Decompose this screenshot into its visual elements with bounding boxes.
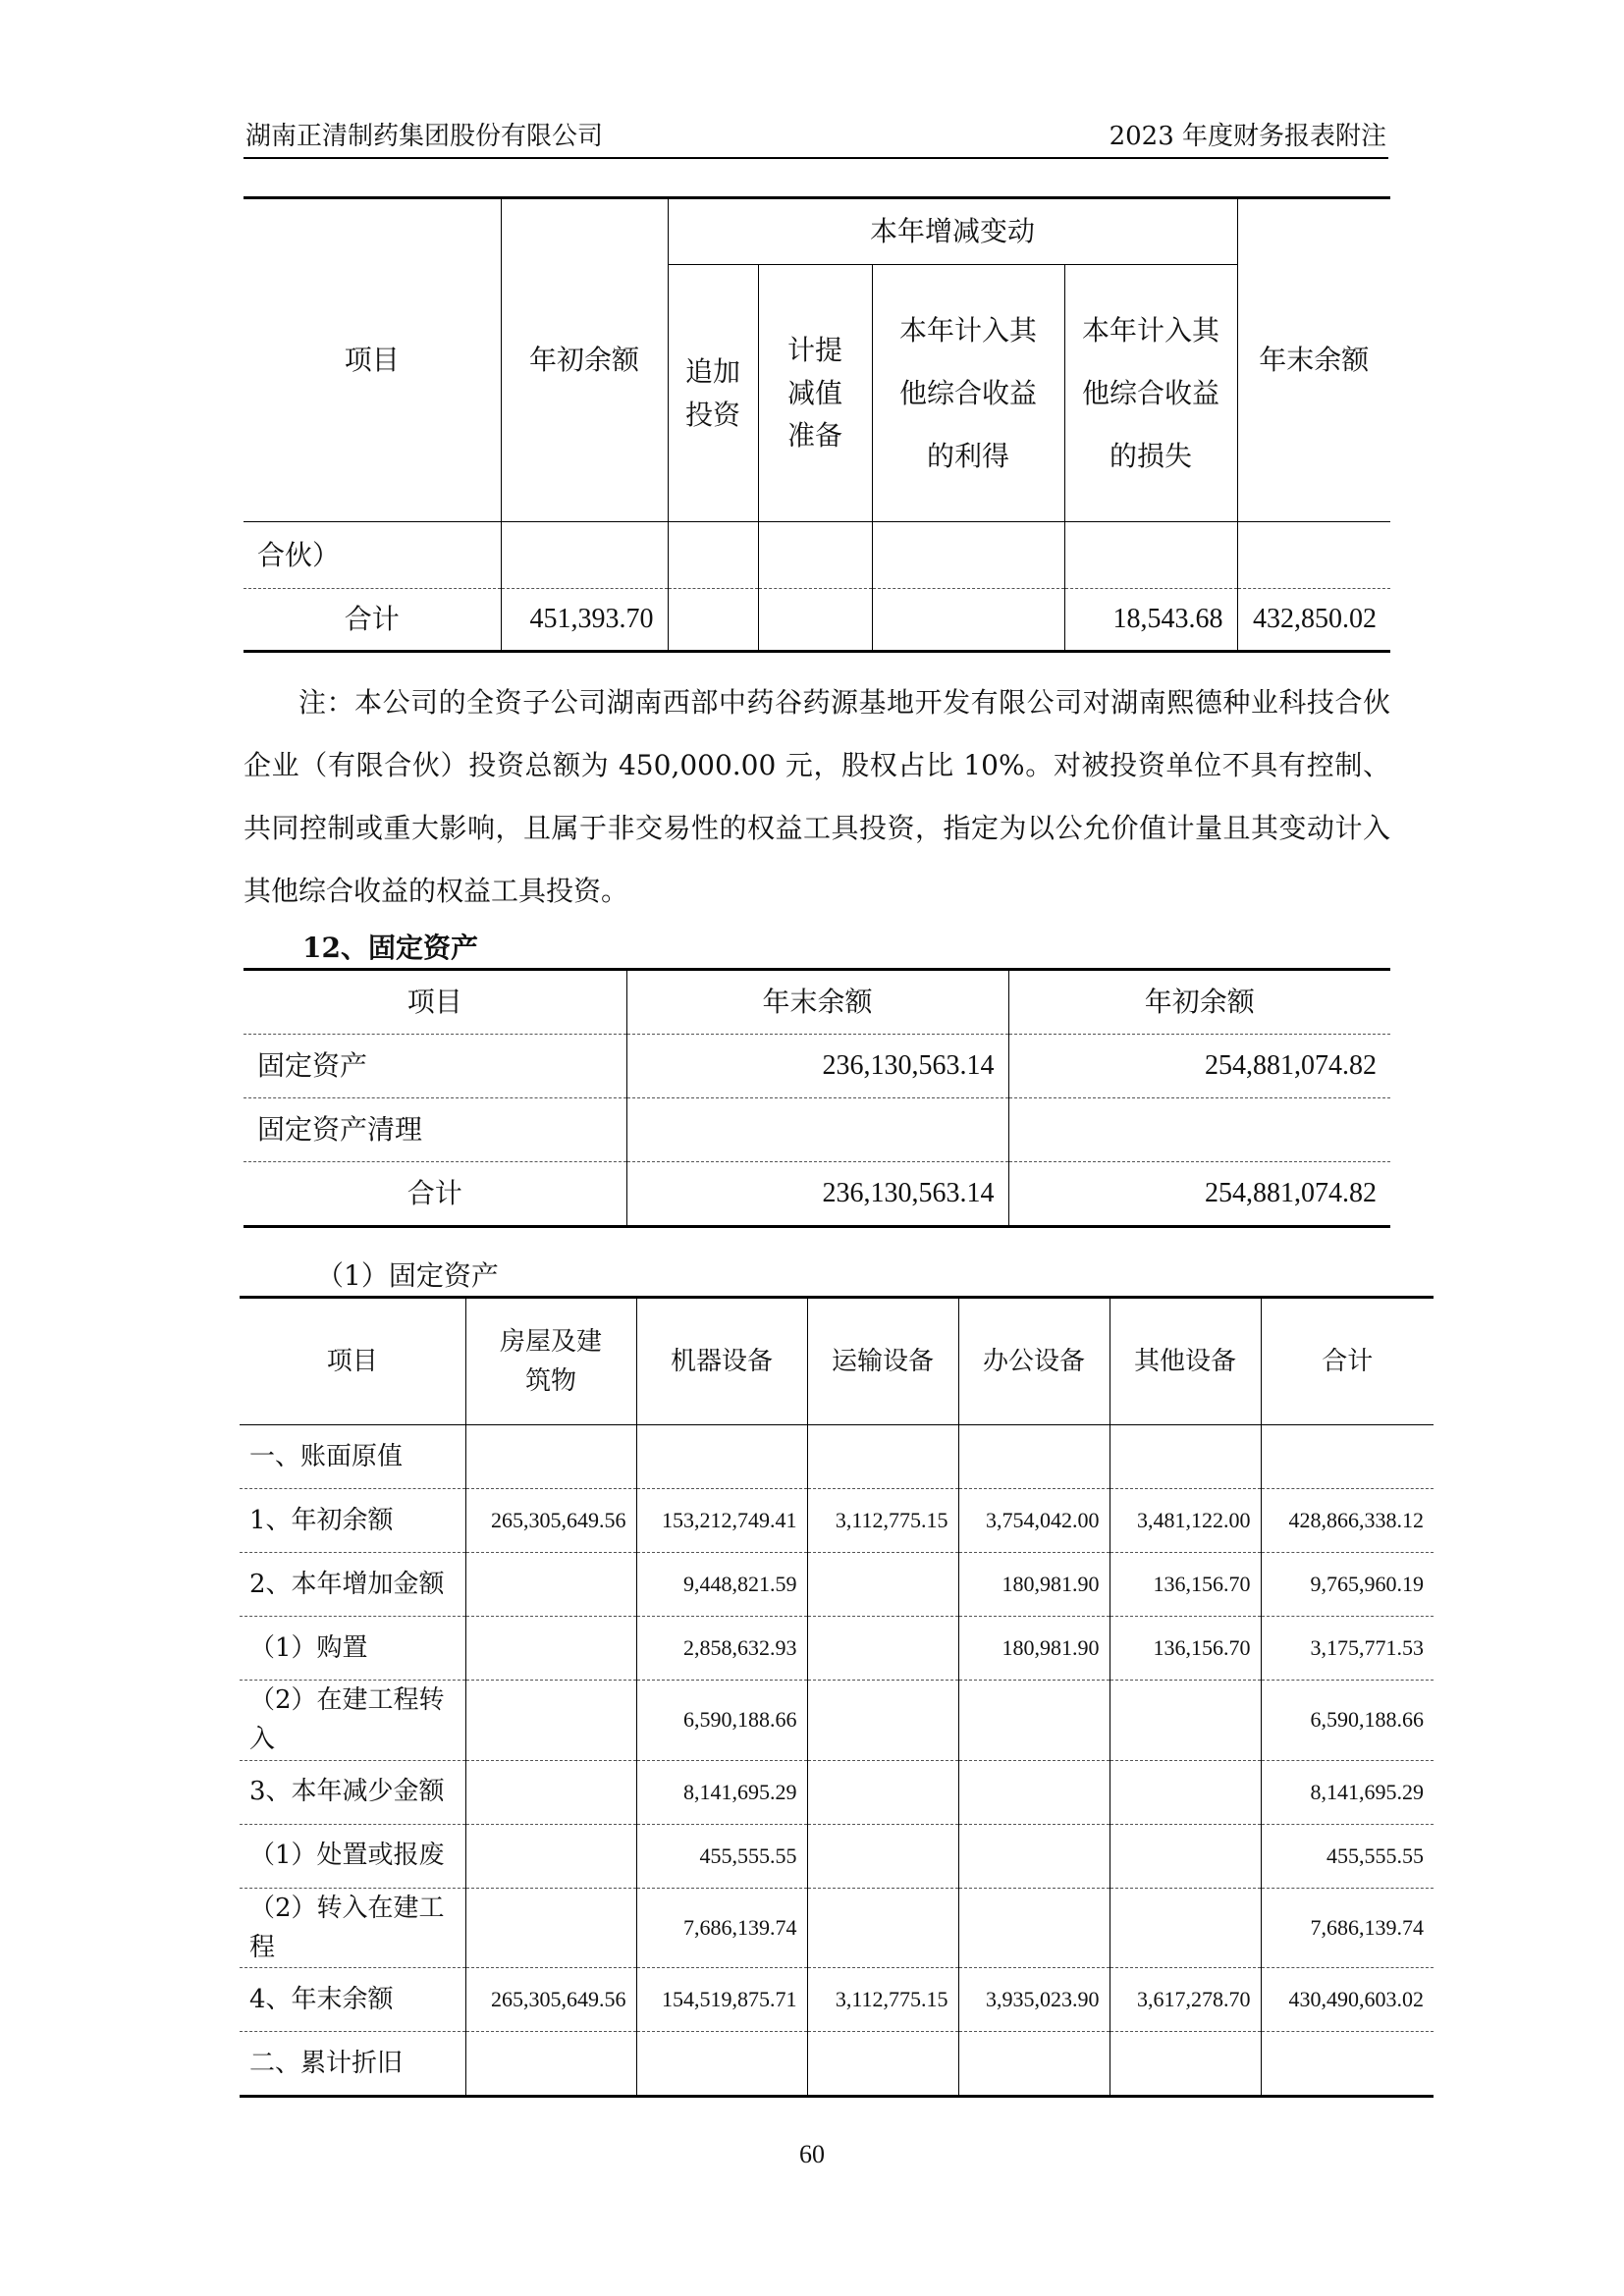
table-row <box>244 1162 1390 1227</box>
t1-header-provision: 计提减值准备 <box>758 265 872 522</box>
t3-cell <box>465 1888 636 1968</box>
fixed-assets-detail-table <box>240 1296 1434 2098</box>
t3-cell <box>1110 1425 1261 1489</box>
t2-row-item: 固定资产 <box>244 1035 626 1098</box>
t3-header-cell: 房屋及建筑物 <box>465 1298 636 1425</box>
t1-cell: 451,393.70 <box>501 589 668 652</box>
table-row <box>240 2032 1434 2097</box>
t3-cell <box>807 1888 958 1968</box>
t3-cell <box>1261 1425 1434 1489</box>
t1-header-change: 本年增减变动 <box>668 198 1237 265</box>
investment-table <box>244 196 1390 653</box>
t3-cell: 3,175,771.53 <box>1261 1617 1434 1681</box>
section-title: 12、固定资产 <box>302 932 478 964</box>
t3-header-cell: 办公设备 <box>958 1298 1110 1425</box>
t3-cell: 3,112,775.15 <box>807 1968 958 2032</box>
t2-cell <box>626 1098 1008 1162</box>
t2-cell: 236,130,563.14 <box>626 1035 1008 1098</box>
t3-row-item: （2）转入在建工程 <box>240 1888 465 1968</box>
t3-cell: 3,481,122.00 <box>1110 1489 1261 1553</box>
table-row <box>240 1425 1434 1489</box>
t3-cell: 8,141,695.29 <box>636 1760 807 1824</box>
subsection-title: （1）固定资产 <box>316 1259 499 1292</box>
t3-cell <box>1110 1824 1261 1888</box>
t1-header-begin: 年初余额 <box>501 198 668 522</box>
t3-cell: 3,617,278.70 <box>1110 1968 1261 2032</box>
t2-cell <box>1008 1098 1390 1162</box>
t3-row-item: （2）在建工程转入 <box>240 1681 465 1761</box>
t1-cell <box>872 522 1064 589</box>
t3-row-item: 3、本年减少金额 <box>240 1760 465 1824</box>
t3-cell <box>958 1824 1110 1888</box>
t3-cell: 9,765,960.19 <box>1261 1553 1434 1617</box>
t2-row-item: 合计 <box>244 1162 626 1227</box>
t2-row-item: 固定资产清理 <box>244 1098 626 1162</box>
table-row <box>244 522 1390 589</box>
table-row <box>240 1968 1434 2032</box>
t3-cell <box>958 1681 1110 1761</box>
t3-cell <box>465 1760 636 1824</box>
t3-cell: 265,305,649.56 <box>465 1968 636 2032</box>
t3-cell <box>636 2032 807 2097</box>
t1-cell <box>501 522 668 589</box>
t1-cell <box>758 589 872 652</box>
t3-cell: 455,555.55 <box>636 1824 807 1888</box>
table-row <box>244 1098 1390 1162</box>
t3-cell <box>807 2032 958 2097</box>
t3-cell: 9,448,821.59 <box>636 1553 807 1617</box>
t1-row-item: 合伙） <box>244 522 501 589</box>
t3-cell: 136,156.70 <box>1110 1553 1261 1617</box>
t2-header-end: 年末余额 <box>626 970 1008 1035</box>
page-number: 60 <box>799 2140 825 2168</box>
report-title: 2023 年度财务报表附注 <box>1109 122 1386 151</box>
t3-row-item: 2、本年增加金额 <box>240 1553 465 1617</box>
t3-header-cell: 合计 <box>1261 1298 1434 1425</box>
t3-cell <box>465 1425 636 1489</box>
t3-row-item: （1）处置或报废 <box>240 1824 465 1888</box>
table-row <box>244 1035 1390 1098</box>
t3-cell <box>1110 1888 1261 1968</box>
t1-cell <box>872 589 1064 652</box>
table-header-row <box>240 1298 1434 1425</box>
t3-cell <box>465 1553 636 1617</box>
t3-cell: 3,754,042.00 <box>958 1489 1110 1553</box>
t2-header-item: 项目 <box>244 970 626 1035</box>
t3-cell: 265,305,649.56 <box>465 1489 636 1553</box>
t3-cell: 3,935,023.90 <box>958 1968 1110 2032</box>
header-rule <box>244 157 1388 159</box>
t1-cell <box>1237 522 1390 589</box>
t1-cell <box>1064 522 1237 589</box>
t3-row-item: 1、年初余额 <box>240 1489 465 1553</box>
t3-header-cell: 其他设备 <box>1110 1298 1261 1425</box>
t3-cell <box>958 1760 1110 1824</box>
t1-row-item: 合计 <box>244 589 501 652</box>
t3-cell <box>636 1425 807 1489</box>
company-name: 湖南正清制药集团股份有限公司 <box>245 122 604 151</box>
t3-cell: 154,519,875.71 <box>636 1968 807 2032</box>
t3-cell: 6,590,188.66 <box>1261 1681 1434 1761</box>
t1-header-loss: 本年计入其他综合收益的损失 <box>1064 265 1237 522</box>
t3-cell: 2,858,632.93 <box>636 1617 807 1681</box>
t1-cell <box>668 589 758 652</box>
t3-cell <box>807 1617 958 1681</box>
t3-cell <box>1261 2032 1434 2097</box>
t3-row-item: 一、账面原值 <box>240 1425 465 1489</box>
t1-header-gain: 本年计入其他综合收益的利得 <box>872 265 1064 522</box>
t3-row-item: 二、累计折旧 <box>240 2032 465 2097</box>
t3-cell: 153,212,749.41 <box>636 1489 807 1553</box>
t3-header-cell: 机器设备 <box>636 1298 807 1425</box>
t3-cell: 7,686,139.74 <box>1261 1888 1434 1968</box>
t3-cell: 180,981.90 <box>958 1553 1110 1617</box>
t2-header-begin: 年初余额 <box>1008 970 1390 1035</box>
t3-cell <box>807 1553 958 1617</box>
t2-cell: 236,130,563.14 <box>626 1162 1008 1227</box>
t1-cell <box>668 522 758 589</box>
t3-cell <box>807 1824 958 1888</box>
t3-row-item: （1）购置 <box>240 1617 465 1681</box>
t3-cell <box>1110 1760 1261 1824</box>
t2-cell: 254,881,074.82 <box>1008 1035 1390 1098</box>
table-row <box>240 1617 1434 1681</box>
t3-cell: 428,866,338.12 <box>1261 1489 1434 1553</box>
table-row <box>244 589 1390 652</box>
t1-cell: 18,543.68 <box>1064 589 1237 652</box>
table-row <box>240 1760 1434 1824</box>
t3-cell <box>958 2032 1110 2097</box>
note-paragraph: 注：本公司的全资子公司湖南西部中药谷药源基地开发有限公司对湖南熙德种业科技合伙企业（有限合伙）投资总额为 450,000.00 元，股权占比 10%。对被投资单位不具有控制、共同控制或重大影响，且属于非交易性的权益工具投资，指定为以公允价值计量且其变动计入其他综合收益的权益工具投资。 <box>244 686 1390 907</box>
t2-cell: 254,881,074.82 <box>1008 1162 1390 1227</box>
t3-cell: 180,981.90 <box>958 1617 1110 1681</box>
t1-cell: 432,850.02 <box>1237 589 1390 652</box>
t3-cell <box>465 1617 636 1681</box>
t3-cell <box>958 1888 1110 1968</box>
t3-cell <box>465 1824 636 1888</box>
t3-cell <box>1110 2032 1261 2097</box>
t3-cell: 455,555.55 <box>1261 1824 1434 1888</box>
t3-cell: 7,686,139.74 <box>636 1888 807 1968</box>
t3-cell <box>465 2032 636 2097</box>
t3-header-cell: 项目 <box>240 1298 465 1425</box>
t3-cell: 8,141,695.29 <box>1261 1760 1434 1824</box>
t3-cell: 136,156.70 <box>1110 1617 1261 1681</box>
t3-header-cell: 运输设备 <box>807 1298 958 1425</box>
t3-cell: 6,590,188.66 <box>636 1681 807 1761</box>
table-row <box>240 1681 1434 1761</box>
table-row <box>240 1489 1434 1553</box>
table-row <box>240 1824 1434 1888</box>
t3-cell <box>958 1425 1110 1489</box>
t3-cell <box>465 1681 636 1761</box>
t3-cell <box>807 1760 958 1824</box>
t1-cell <box>758 522 872 589</box>
t3-row-item: 4、年末余额 <box>240 1968 465 2032</box>
t1-header-end: 年末余额 <box>1237 198 1390 522</box>
table-row <box>240 1888 1434 1968</box>
t3-cell <box>807 1681 958 1761</box>
t3-cell <box>807 1425 958 1489</box>
fixed-assets-summary-table <box>244 968 1390 1228</box>
table-row <box>240 1553 1434 1617</box>
t3-cell: 3,112,775.15 <box>807 1489 958 1553</box>
t3-cell: 430,490,603.02 <box>1261 1968 1434 2032</box>
t3-cell <box>1110 1681 1261 1761</box>
t1-header-add: 追加投资 <box>668 265 758 522</box>
t1-header-item: 项目 <box>244 198 501 522</box>
